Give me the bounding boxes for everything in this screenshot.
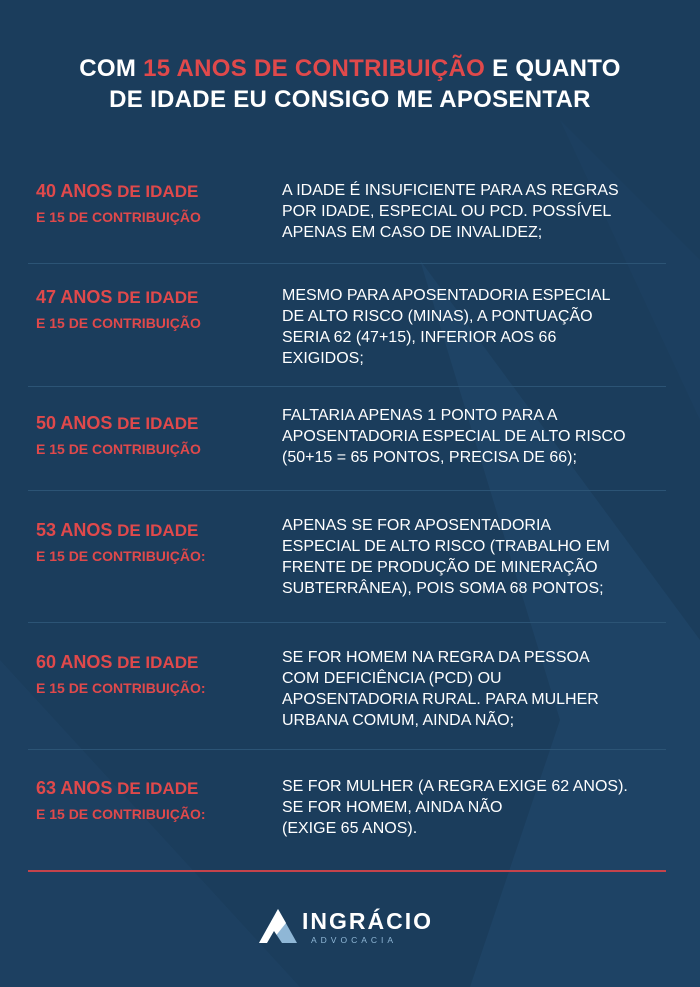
rule-description-line: FALTARIA APENAS 1 PONTO PARA A bbox=[282, 407, 558, 424]
rule-contribution: E 15 DE CONTRIBUIÇÃO: bbox=[36, 806, 206, 822]
rule-description-line: URBANA COMUM, AINDA NÃO; bbox=[282, 712, 515, 729]
brand-subtitle: ADVOCACIA bbox=[311, 935, 398, 945]
rule-description-line: APOSENTADORIA ESPECIAL DE ALTO RISCO bbox=[282, 428, 626, 445]
rule-description-line: ESPECIAL DE ALTO RISCO (TRABALHO EM bbox=[282, 538, 610, 555]
rule-age-number: 47 ANOS bbox=[36, 287, 113, 307]
rule-description bbox=[282, 405, 667, 468]
rule-description bbox=[282, 180, 667, 243]
rule-age-block bbox=[36, 651, 276, 698]
rule-age bbox=[36, 412, 276, 435]
rule-contribution: E 15 DE CONTRIBUIÇÃO bbox=[36, 441, 201, 457]
rule-age-number: 40 ANOS bbox=[36, 181, 113, 201]
rule-row-40 bbox=[28, 166, 666, 264]
rule-age-suffix: DE IDADE bbox=[112, 288, 199, 307]
rule-description bbox=[282, 515, 667, 599]
rule-description-line: EXIGIDOS; bbox=[282, 350, 364, 367]
rule-contribution: E 15 DE CONTRIBUIÇÃO: bbox=[36, 680, 206, 696]
title-post: E QUANTO bbox=[485, 55, 621, 82]
rule-description bbox=[282, 647, 667, 731]
rule-age bbox=[36, 651, 276, 674]
rule-age bbox=[36, 286, 276, 309]
rule-age bbox=[36, 180, 276, 203]
rule-row-60 bbox=[28, 623, 666, 750]
rule-age-suffix: DE IDADE bbox=[112, 182, 199, 201]
rule-age-block bbox=[36, 519, 276, 566]
rule-age-suffix: DE IDADE bbox=[112, 521, 199, 540]
rule-age-block bbox=[36, 180, 276, 227]
rule-description-line: APOSENTADORIA RURAL. PARA MULHER bbox=[282, 691, 599, 708]
brand-logo bbox=[258, 906, 448, 948]
rule-age-number: 63 ANOS bbox=[36, 778, 113, 798]
rule-description-line: APENAS EM CASO DE INVALIDEZ; bbox=[282, 224, 543, 241]
rule-age bbox=[36, 777, 276, 800]
rule-row-63 bbox=[28, 750, 666, 860]
rule-age bbox=[36, 519, 276, 542]
rule-row-53 bbox=[28, 491, 666, 623]
title-line-2: DE IDADE EU CONSIGO ME APOSENTAR bbox=[109, 86, 591, 113]
rule-age-suffix: DE IDADE bbox=[112, 653, 199, 672]
rule-age-block bbox=[36, 412, 276, 459]
rule-description-line: COM DEFICIÊNCIA (PCD) OU bbox=[282, 670, 502, 687]
rule-description-line: A IDADE É INSUFICIENTE PARA AS REGRAS bbox=[282, 182, 619, 199]
rule-row-47 bbox=[28, 264, 666, 387]
rule-description-line: SUBTERRÂNEA), POIS SOMA 68 PONTOS; bbox=[282, 580, 604, 597]
rule-age-number: 50 ANOS bbox=[36, 413, 113, 433]
rule-description bbox=[282, 776, 667, 839]
rule-description-line: APENAS SE FOR APOSENTADORIA bbox=[282, 517, 552, 534]
triangle-mountain-icon bbox=[258, 908, 298, 944]
title-pre: COM bbox=[79, 55, 144, 82]
rule-description-line: POR IDADE, ESPECIAL OU PCD. POSSÍVEL bbox=[282, 203, 612, 220]
rule-description-line: SE FOR HOMEM, AINDA NÃO bbox=[282, 799, 503, 816]
rule-description-line: FRENTE DE PRODUÇÃO DE MINERAÇÃO bbox=[282, 559, 598, 576]
rule-description-line: SE FOR MULHER (A REGRA EXIGE 62 ANOS). bbox=[282, 778, 628, 795]
bottom-divider bbox=[28, 870, 666, 872]
rule-contribution: E 15 DE CONTRIBUIÇÃO: bbox=[36, 548, 206, 564]
rule-age-number: 60 ANOS bbox=[36, 652, 113, 672]
rule-contribution: E 15 DE CONTRIBUIÇÃO bbox=[36, 209, 201, 225]
rule-contribution: E 15 DE CONTRIBUIÇÃO bbox=[36, 315, 201, 331]
page-title bbox=[0, 53, 700, 115]
rule-age-suffix: DE IDADE bbox=[112, 779, 199, 798]
rule-description-line: SE FOR HOMEM NA REGRA DA PESSOA bbox=[282, 649, 590, 666]
rules-list bbox=[28, 166, 666, 860]
rule-age-block bbox=[36, 286, 276, 333]
rule-age-number: 53 ANOS bbox=[36, 520, 113, 540]
title-line-1 bbox=[0, 53, 700, 84]
rule-description bbox=[282, 285, 667, 369]
title-highlight: 15 ANOS DE CONTRIBUIÇÃO bbox=[143, 55, 486, 82]
rule-description-line: SERIA 62 (47+15), INFERIOR AOS 66 bbox=[282, 329, 557, 346]
rule-age-block bbox=[36, 777, 276, 824]
rule-row-50 bbox=[28, 387, 666, 491]
rule-age-suffix: DE IDADE bbox=[112, 414, 199, 433]
rule-description-line: (EXIGE 65 ANOS). bbox=[282, 820, 418, 837]
rule-description-line: DE ALTO RISCO (MINAS), A PONTUAÇÃO bbox=[282, 308, 593, 325]
rule-description-line: MESMO PARA APOSENTADORIA ESPECIAL bbox=[282, 287, 611, 304]
rule-description-line: (50+15 = 65 PONTOS, PRECISA DE 66); bbox=[282, 449, 577, 466]
brand-name: INGRÁCIO bbox=[302, 908, 433, 934]
